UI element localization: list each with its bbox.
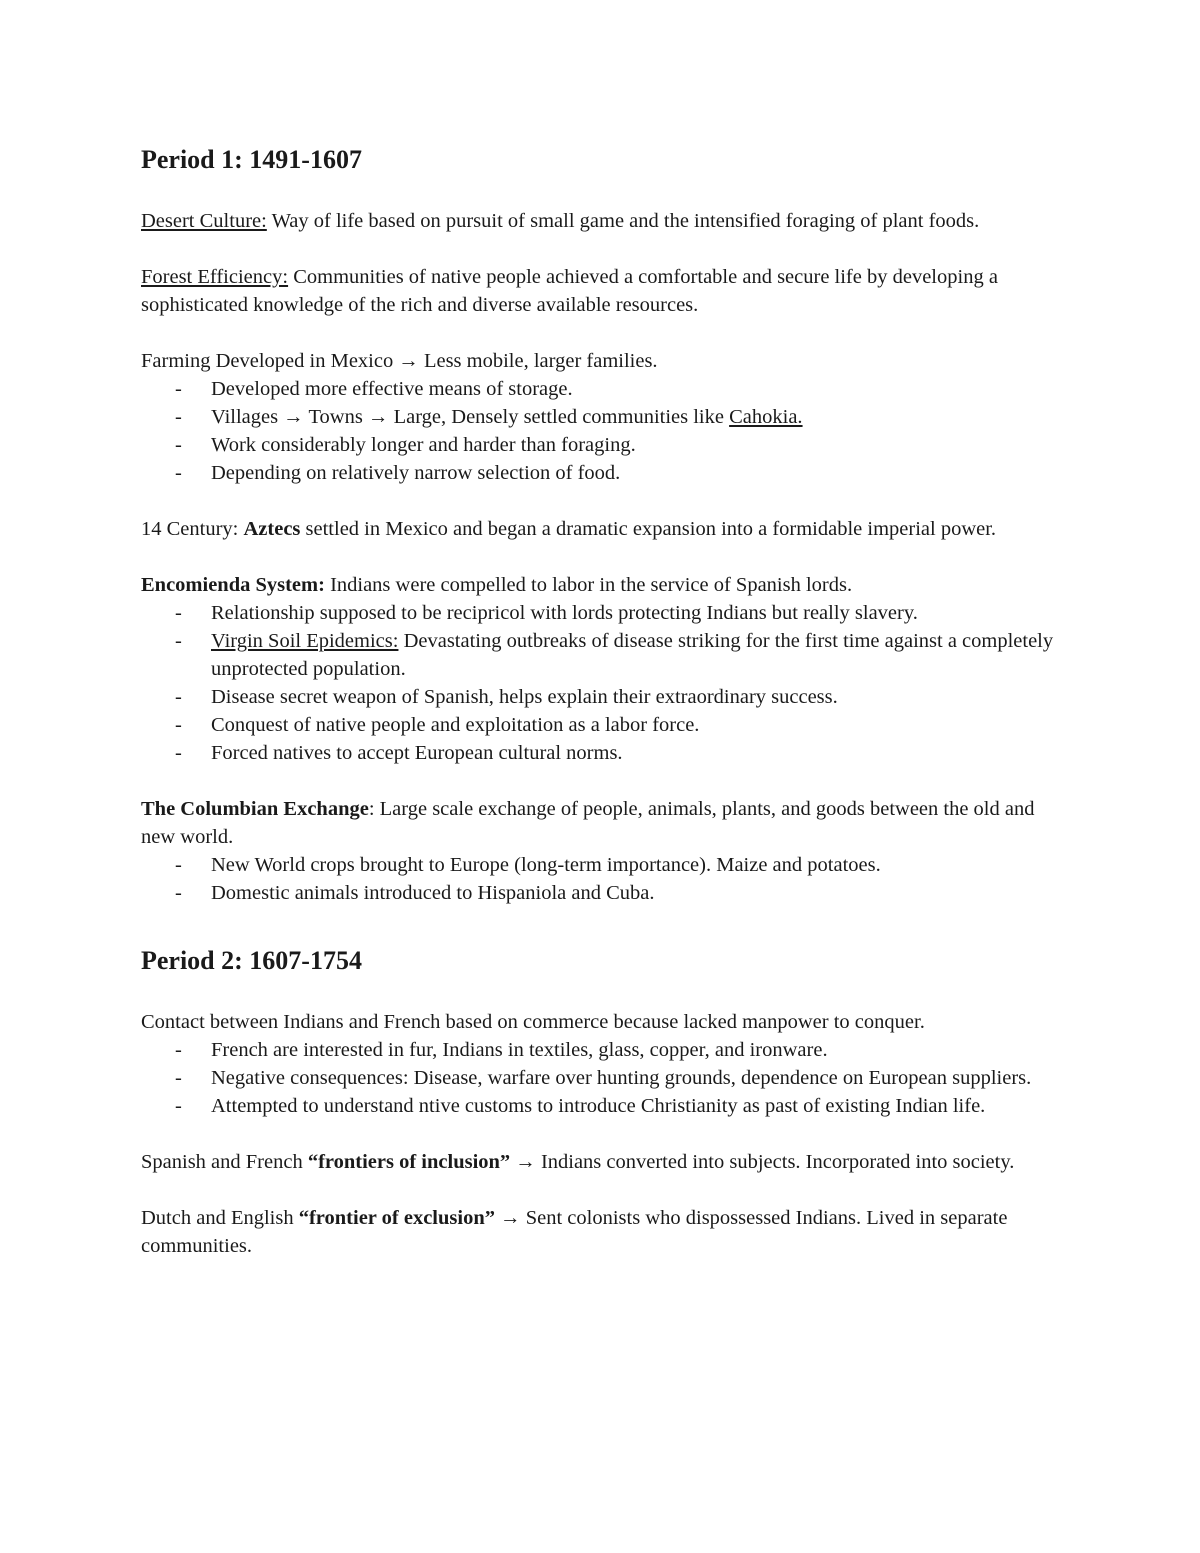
- exclusion-term: “frontier of exclusion”: [298, 1207, 495, 1229]
- list-item: - Relationship supposed to be recipricol with lords protecting Indians but really slavery.: [141, 599, 1071, 627]
- desert-culture-paragraph: [141, 207, 1071, 235]
- list-item: - Work considerably longer and harder than foraging.: [141, 431, 1071, 459]
- encomienda-term: Encomienda System:: [141, 574, 325, 596]
- desert-culture-term: Desert Culture:: [141, 210, 267, 232]
- contact-bullet-list: [141, 1036, 1071, 1120]
- farming-bullet-list: [141, 375, 1071, 487]
- document-page: [141, 140, 1071, 1260]
- aztecs-paragraph: [141, 515, 1071, 543]
- columbian-bullet-list: [141, 851, 1071, 907]
- list-item-text: Villages → Towns → Large, Densely settled communities like: [211, 406, 730, 428]
- contact-intro: Contact between Indians and French based on commerce because lacked manpower to conquer.: [141, 1011, 925, 1033]
- list-item: - Forced natives to accept European cultural norms.: [141, 739, 1071, 767]
- list-item: - French are interested in fur, Indians in textiles, glass, copper, and ironware.: [141, 1036, 1071, 1064]
- forest-efficiency-term: Forest Efficiency:: [141, 266, 289, 288]
- exclusion-paragraph: [141, 1204, 1071, 1260]
- forest-efficiency-paragraph: [141, 263, 1071, 319]
- inclusion-paragraph: [141, 1148, 1071, 1176]
- exclusion-lead: Dutch and English: [141, 1207, 299, 1229]
- virgin-soil-term: Virgin Soil Epidemics:: [211, 630, 399, 652]
- columbian-exchange-paragraph: [141, 795, 1071, 851]
- encomienda-paragraph: [141, 571, 1071, 599]
- forest-efficiency-definition: Communities of native people achieved a comfortable and secure life by developing a sophisticated knowledge of the rich and diverse available resources.: [141, 266, 998, 316]
- farming-intro: Farming Developed in Mexico → Less mobile, larger families.: [141, 350, 658, 372]
- cahokia-term: Cahokia.: [729, 406, 803, 428]
- inclusion-term: “frontiers of inclusion”: [307, 1151, 511, 1173]
- encomienda-bullet-list: [141, 599, 1071, 767]
- list-item: [141, 627, 1071, 683]
- list-item: - Attempted to understand ntive customs to introduce Christianity as past of existing Indian life.: [141, 1092, 1071, 1120]
- encomienda-definition: Indians were compelled to labor in the service of Spanish lords.: [324, 574, 853, 596]
- list-item: - Conquest of native people and exploitation as a labor force.: [141, 711, 1071, 739]
- list-item: - Developed more effective means of storage.: [141, 375, 1071, 403]
- exclusion-text: → Sent colonists who dispossessed Indians. Lived in separate communities.: [141, 1207, 1008, 1257]
- columbian-exchange-definition: : Large scale exchange of people, animals, plants, and goods between the old and new world.: [141, 798, 1035, 848]
- columbian-exchange-term: The Columbian Exchange: [141, 798, 369, 820]
- century-label: 14 Century:: [141, 518, 244, 540]
- desert-culture-definition: Way of life based on pursuit of small game and the intensified foraging of plant foods.: [266, 210, 980, 232]
- period-2-heading: Period 2: 1607-1754: [141, 946, 362, 975]
- list-item: - New World crops brought to Europe (long-term importance). Maize and potatoes.: [141, 851, 1071, 879]
- list-item: - Negative consequences: Disease, warfare over hunting grounds, dependence on European suppliers.: [141, 1064, 1071, 1092]
- inclusion-text: → Indians converted into subjects. Incorporated into society.: [510, 1151, 1015, 1173]
- list-item: - Depending on relatively narrow selection of food.: [141, 459, 1071, 487]
- list-item: - Disease secret weapon of Spanish, helps explain their extraordinary success.: [141, 683, 1071, 711]
- aztecs-term: Aztecs: [243, 518, 301, 540]
- list-item: [141, 403, 1071, 431]
- aztecs-text: settled in Mexico and began a dramatic expansion into a formidable imperial power.: [300, 518, 997, 540]
- period-1-heading: Period 1: 1491-1607: [141, 145, 362, 174]
- virgin-soil-definition: Devastating outbreaks of disease striking for the first time against a completely unprotected population.: [211, 630, 1054, 680]
- inclusion-lead: Spanish and French: [141, 1151, 308, 1173]
- list-item: - Domestic animals introduced to Hispaniola and Cuba.: [141, 879, 1071, 907]
